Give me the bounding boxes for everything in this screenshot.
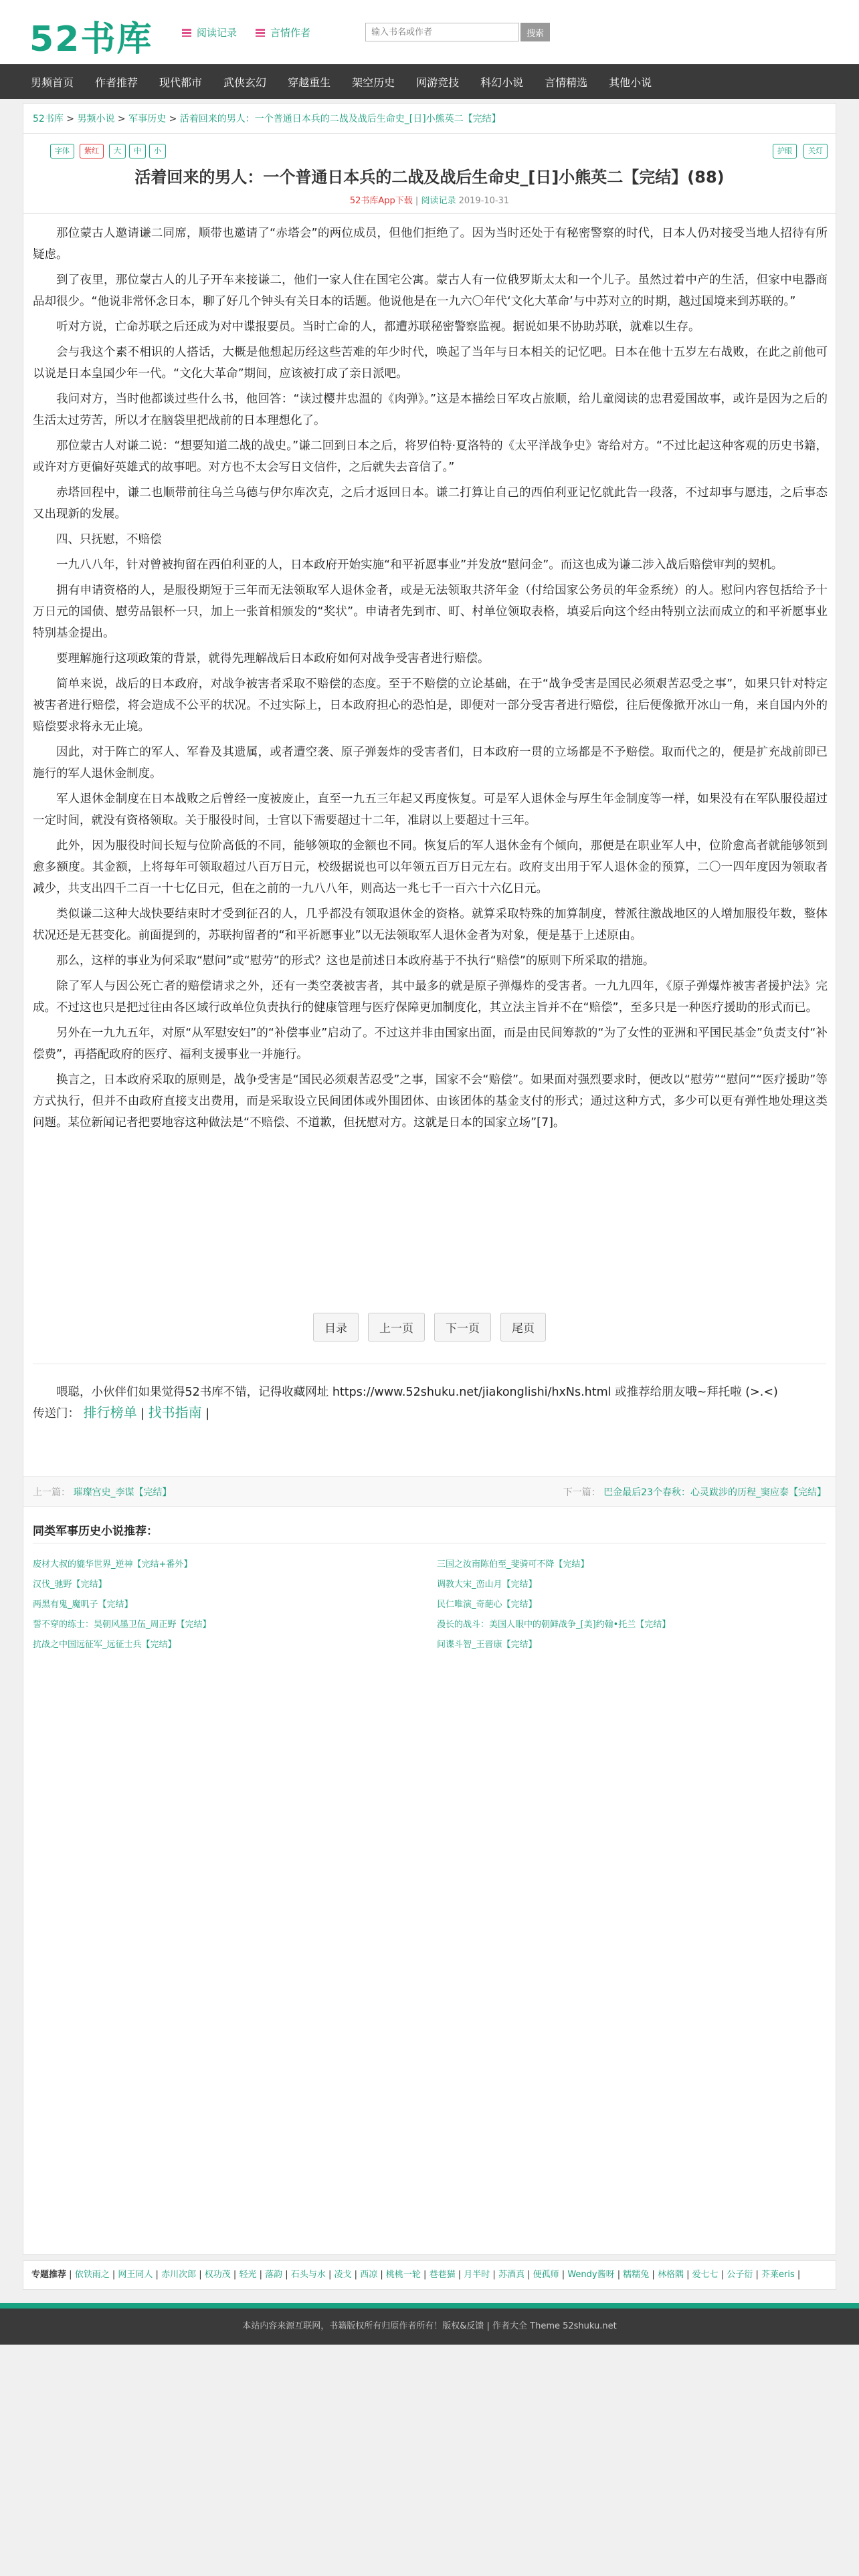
paragraph: 此外，因为服役时间长短与位阶高低的不同，能够领取的金额也不同。恢复后的军人退休金有个倾向，那便是在职业军人中，位阶愈高者就能够领到愈多额度。其金额，上将每年可领取超过八百万日元，校级据说也可以年领五百万日元左右。政府支出用于军人退休金的预算，二〇一四年度因为领取者减少，共支出四千二百一十七亿日元，但在之前的一九八八年，则高达一兆七千一百六十六亿日元。 xyxy=(33,839,828,895)
nav-item-urban[interactable]: 现代都市 xyxy=(159,76,203,89)
paragraph: 另外在一九九五年，对原“从军慰安妇”的“补偿事业”启动了。不过这并非由国家出面，而是由民间筹款的“为了女性的亚洲和平国民基金”负责支付“补偿费”，再搭配政府的医疗、福利支援事业一并施行。 xyxy=(33,1027,828,1061)
ranking-link[interactable]: 排行榜单 xyxy=(83,1404,137,1420)
tag-link[interactable]: 落韵 xyxy=(265,2270,283,2280)
nav-item-scifi[interactable]: 科幻小说 xyxy=(480,76,524,89)
eye-protect-button[interactable]: 护眼 xyxy=(773,144,797,158)
tag-recommend: 专题推荐 | 依铁雨之 | 网王同人 | 赤川次郎 | 权功茂 | 轻光 | 落韵 | 石头与水 | 凌戈 | 西凉 | 桃桃一轮 | 巷巷猫 | 月半时 | 苏酒真 | 便孤师 | Wendy酱呀 | 糯糯兔 | 林格隅 | 爱七七 | 公子衍 | 芥莱eris | xyxy=(23,2260,836,2290)
tag-link[interactable]: 赤川次郎 xyxy=(161,2270,197,2280)
paragraph: 拥有申请资格的人，是服役期短于三年而无法领取军人退休金者，或是无法领取共济年金（付给国家公务员的年金系统）的人。慰问内容包括给予十万日元的国债、慰劳品银杯一只，加上一张首相颁发的“奖状”。申请者先到市、町、村单位领取表格，填妥后向这个经由特别立法而成立的和平祈愿事业特别基金提出。 xyxy=(33,584,828,640)
paragraph: 简单来说，战后的日本政府，对战争被害者采取不赔偿的态度。至于不赔偿的立论基础，在于“战争受害是国民必须艰苦忍受之事”，如果只针对特定被害者进行赔偿，将会造成不公平的状况。不过实际上，日本政府担心的恐怕是，即便对一部分受害者进行赔偿，往后便像掀开冰山一角，来自国内外的赔偿要求将永无止境。 xyxy=(33,677,828,734)
list-item[interactable]: 间谍斗智_王晋康【完结】 xyxy=(437,1640,537,1650)
footer-stripe xyxy=(0,2303,859,2309)
breadcrumb-military[interactable]: 军事历史 xyxy=(128,114,167,124)
nav-item-other[interactable]: 其他小说 xyxy=(609,76,652,89)
list-item[interactable]: 民仁唯演_奇葩心【完结】 xyxy=(437,1600,537,1610)
tag-link[interactable]: 依铁雨之 xyxy=(74,2270,110,2280)
paragraph: 军人退休金制度在日本战败之后曾经一度被废止，直至一九五三年起又再度恢复。可是军人退休金与厚生年金制度等一样，如果没有在军队服役超过一定时间，就没有资格领取。关于服役时间，士官以下需要超过十二年，准尉以上要超过十三年。 xyxy=(33,792,828,827)
list-item[interactable]: 三国之汝南陈伯至_斐骑可不降【完结】 xyxy=(437,1560,589,1570)
prev-next-bar: 上一篇： 璀璨宫史_李谋【完结】 下一篇： 巴金最后23个春秋：心灵跋涉的历程_窦应泰【完结】 xyxy=(23,1476,836,1507)
article-container xyxy=(23,103,836,2255)
tag-link[interactable]: 权功茂 xyxy=(204,2270,231,2280)
site-footer: 本站内容来源互联网，书籍版权所有归原作者所有！版权&反馈 | 作者大全 Theme 52shuku.net xyxy=(0,2309,859,2345)
paragraph: 换言之，日本政府采取的原则是，战争受害是“国民必须艰苦忍受”之事，国家不会“赔偿”。如果面对强烈要求时，便改以“慰劳”“慰问”“医疗援助”等方式执行，但并不由政府直接支出费用，而是采取设立民间团体或外围团体、由该团体的基金支付的形式；通过这种方式，多少可以更有弹性地处理这类问题。某位新闻记者把要地容这种做法是“不赔偿、不道歉，但抚慰对方。这就是日本的国家立场”[7]。 xyxy=(33,1073,828,1130)
tag-link[interactable]: 西凉 xyxy=(360,2270,378,2280)
tag-link[interactable]: 苏酒真 xyxy=(498,2270,524,2280)
reading-history-link[interactable]: 阅读记录 xyxy=(182,25,237,39)
paragraph: 类似谦二这种大战快要结束时才受到征召的人，几乎都没有领取退休金的资格。就算采取特殊的加算制度，替派往激战地区的人增加服役年数，整体状况还是无甚变化。前面提到的，苏联拘留者的“和平祈愿事业”以无法领取军人退休金者为对象，便是基于上述原由。 xyxy=(33,907,828,942)
font-button[interactable]: 字体 xyxy=(50,144,74,158)
breadcrumb-book[interactable]: 活着回来的男人：一个普通日本兵的二战及战后生命史_[日]小熊英二【完结】 xyxy=(179,114,501,124)
share-block xyxy=(33,1382,828,1424)
paragraph: 那位蒙古人邀请谦二同席，顺带也邀请了“赤塔会”的两位成员，但他们拒绝了。因为当时还处于有秘密警察的时代，日本人仍对接受当地人招待有所疑虑。 xyxy=(33,227,828,261)
nav-item-romance[interactable]: 言情精选 xyxy=(545,76,588,89)
paragraph: 赤塔回程中，谦二也顺带前往乌兰乌德与伊尔库次克，之后才返回日本。谦二打算让自己的西伯利亚记忆就此告一段落，不过却事与愿违，之后事态又出现新的发展。 xyxy=(33,486,828,521)
site-header xyxy=(0,0,859,64)
nav-item-games[interactable]: 网游竞技 xyxy=(416,76,460,89)
list-item[interactable]: 两黑有鬼_魔叽子【完结】 xyxy=(33,1600,133,1610)
breadcrumb: 52书库 > 男频小说 > 军事历史 > 活着回来的男人：一个普通日本兵的二战及战后生命史_[日]小熊英二【完结】 xyxy=(33,114,501,124)
list-item[interactable]: 漫长的战斗：美国人眼中的朝鲜战争_[美]约翰•托兰【完结】 xyxy=(437,1620,671,1630)
color-button[interactable]: 紫红 xyxy=(80,144,104,158)
tag-link[interactable]: 巷巷猫 xyxy=(429,2270,456,2280)
paragraph: 因此，对于阵亡的军人、军眷及其遗属，或者遭空袭、原子弹轰炸的受害者们，日本政府一贯的立场都是不予赔偿。取而代之的，便是扩充战前即已施行的军人退休金制度。 xyxy=(33,746,828,780)
tag-link[interactable]: 爱七七 xyxy=(692,2270,719,2280)
prev-page-button[interactable]: 上一页 xyxy=(368,1313,425,1341)
prev-article-link[interactable]: 璀璨宫史_李谋【完结】 xyxy=(73,1487,172,1498)
search-input[interactable] xyxy=(365,23,519,41)
nav-item-authors[interactable]: 作者推荐 xyxy=(95,76,138,89)
list-item[interactable]: 誓不穿的练士：昊朝风墨卫伍_周正野【完结】 xyxy=(33,1620,211,1630)
toc-button[interactable]: 目录 xyxy=(313,1313,359,1341)
list-icon xyxy=(182,29,191,37)
tag-link[interactable]: 糯糯兔 xyxy=(623,2270,650,2280)
pager xyxy=(23,1313,836,1341)
nav-item-home[interactable]: 男频首页 xyxy=(31,76,74,89)
tag-link[interactable]: 石头与水 xyxy=(290,2270,326,2280)
portal-row: 传送门： 排行榜单 | 找书指南 | xyxy=(33,1404,210,1420)
recommend-list xyxy=(33,1555,828,1655)
size-large-button[interactable]: 大 xyxy=(109,144,126,158)
list-item[interactable]: 调教大宋_峦山月【完结】 xyxy=(437,1580,537,1590)
tag-link[interactable]: 凌戈 xyxy=(334,2270,352,2280)
nav-item-history[interactable]: 架空历史 xyxy=(352,76,395,89)
paragraph: 到了夜里，那位蒙古人的儿子开车来接谦二，他们一家人住在国宅公寓。蒙古人有一位俄罗斯太太和一个儿子。虽然过着中产的生活，但家中电器商品却很少。“他说非常怀念日本，聊了好几个钟头有关日本的话题。他说他是在一九六〇年代‘文化大革命’与中苏对立的时期，越过国境来到苏联的。” xyxy=(33,274,828,308)
breadcrumb-male[interactable]: 男频小说 xyxy=(77,114,115,124)
list-icon xyxy=(256,29,265,37)
next-page-button[interactable]: 下一页 xyxy=(434,1313,491,1341)
tag-link[interactable]: 桃桃一轮 xyxy=(385,2270,421,2280)
tag-link[interactable]: 林格隅 xyxy=(657,2270,684,2280)
publish-date: 2019-10-31 xyxy=(458,196,510,206)
tag-link[interactable]: 月半时 xyxy=(464,2270,490,2280)
search-button[interactable]: 搜索 xyxy=(520,23,550,41)
divider xyxy=(23,213,836,214)
nav-item-wuxia[interactable]: 武侠玄幻 xyxy=(223,76,267,89)
tag-link[interactable]: 公子衍 xyxy=(727,2270,753,2280)
paragraph: 除了军人与因公死亡者的赔偿请求之外，还有一类空袭被害者，其中最多的就是原子弹爆炸的受害者。一九九四年，《原子弹爆炸被害者援护法》完成。不过这也只是把过往由各区域行政单位负责执行的健康管理与医疗保障更加制度化，其立法主旨并不在“赔偿”，至多只是一种医疗援助的形式而已。 xyxy=(33,980,828,1014)
article-title: 活着回来的男人：一个普通日本兵的二战及战后生命史_[日]小熊英二【完结】(88) xyxy=(134,168,725,187)
lights-off-button[interactable]: 关灯 xyxy=(803,144,828,158)
romance-authors-link[interactable]: 言情作者 xyxy=(256,25,310,39)
breadcrumb-home[interactable]: 52书库 xyxy=(33,114,64,124)
tag-link[interactable]: 便孤师 xyxy=(533,2270,559,2280)
share-text: 喂聪，小伙伴们如果觉得52书库不错，记得收藏网址 https://www.52shuku.net/jiakonglishi/hxNs.html 或推荐给朋友哦~拜托啦 (>.<) xyxy=(56,1386,778,1399)
paragraph: 我问对方，当时他都谈过些什么书，他回答：“读过樱井忠温的《肉弹》。”这是本描绘日军攻占旅顺，给儿童阅读的忠君爱国故事，或许是因为之后的生活太过劳苦，所以才在脑袋里把战前的日本理想化了。 xyxy=(33,393,828,427)
size-medium-button[interactable]: 中 xyxy=(129,144,146,158)
article-meta: 52书库App下载 | 阅读记录 2019-10-31 xyxy=(349,196,510,206)
paragraph: 一九八八年，针对曾被拘留在西伯利亚的人，日本政府开始实施“和平祈愿事业”并发放“慰问金”。而这也成为谦二涉入战后赔偿审判的契机。 xyxy=(56,558,783,572)
list-item[interactable]: 抗战之中国远征军_远征士兵【完结】 xyxy=(33,1640,177,1650)
tag-link[interactable]: 芥莱eris xyxy=(761,2270,795,2280)
paragraph: 那么，这样的事业为何采取“慰问”或“慰劳”的形式？这也是前述日本政府基于不执行“赔偿”的原则下所采取的措施。 xyxy=(56,954,655,968)
site-logo[interactable]: 52书库 xyxy=(29,19,153,60)
section-heading: 四、只抚慰，不赔偿 xyxy=(56,533,162,546)
article-content xyxy=(33,223,828,1138)
guide-link[interactable]: 找书指南 xyxy=(148,1404,202,1420)
nav-item-rebirth[interactable]: 穿越重生 xyxy=(288,76,331,89)
paragraph: 会与我这个素不相识的人搭话，大概是他想起历经这些苦难的年少时代，唤起了当年与日本相关的记忆吧。日本在他十五岁左右战败，在此之前他可以说是日本皇国少年一代。“文化大革命”期间，应该被打成了亲日派吧。 xyxy=(33,346,828,381)
history-link[interactable]: 阅读记录 xyxy=(421,196,456,206)
divider xyxy=(23,133,836,134)
main-nav xyxy=(0,64,859,99)
list-item[interactable]: 废材大叔的貔华世界_逆神【完结+番外】 xyxy=(33,1560,193,1570)
paragraph: 要理解施行这项政策的背景，就得先理解战后日本政府如何对战争受害者进行赔偿。 xyxy=(56,652,490,665)
last-page-button[interactable]: 尾页 xyxy=(500,1313,546,1341)
tag-link[interactable]: 网王同人 xyxy=(118,2270,153,2280)
list-item[interactable]: 汉伐_驰野【完结】 xyxy=(33,1580,107,1590)
size-small-button[interactable]: 小 xyxy=(149,144,166,158)
next-article-link[interactable]: 巴金最后23个春秋：心灵跋涉的历程_窦应泰【完结】 xyxy=(603,1487,826,1498)
tag-link[interactable]: Wendy酱呀 xyxy=(567,2270,615,2280)
tag-link[interactable]: 轻光 xyxy=(239,2270,257,2280)
paragraph: 听对方说，亡命苏联之后还成为对中谍报要员。当时亡命的人，都遭苏联秘密警察监视。据说如果不协助苏联，就难以生存。 xyxy=(56,320,700,334)
paragraph: 那位蒙古人对谦二说：“想要知道二战的战史。”谦二回到日本之后，将罗伯特·夏洛特的《太平洋战争史》寄给对方。“不过比起这种客观的历史书籍，或许对方更偏好英雄式的故事吧。对方也不太会写日文信件，之后就失去音信了。” xyxy=(33,439,828,474)
recommend-title: 同类军事历史小说推荐： xyxy=(33,1525,158,1538)
app-download-link[interactable]: 52书库App下载 xyxy=(349,196,413,206)
